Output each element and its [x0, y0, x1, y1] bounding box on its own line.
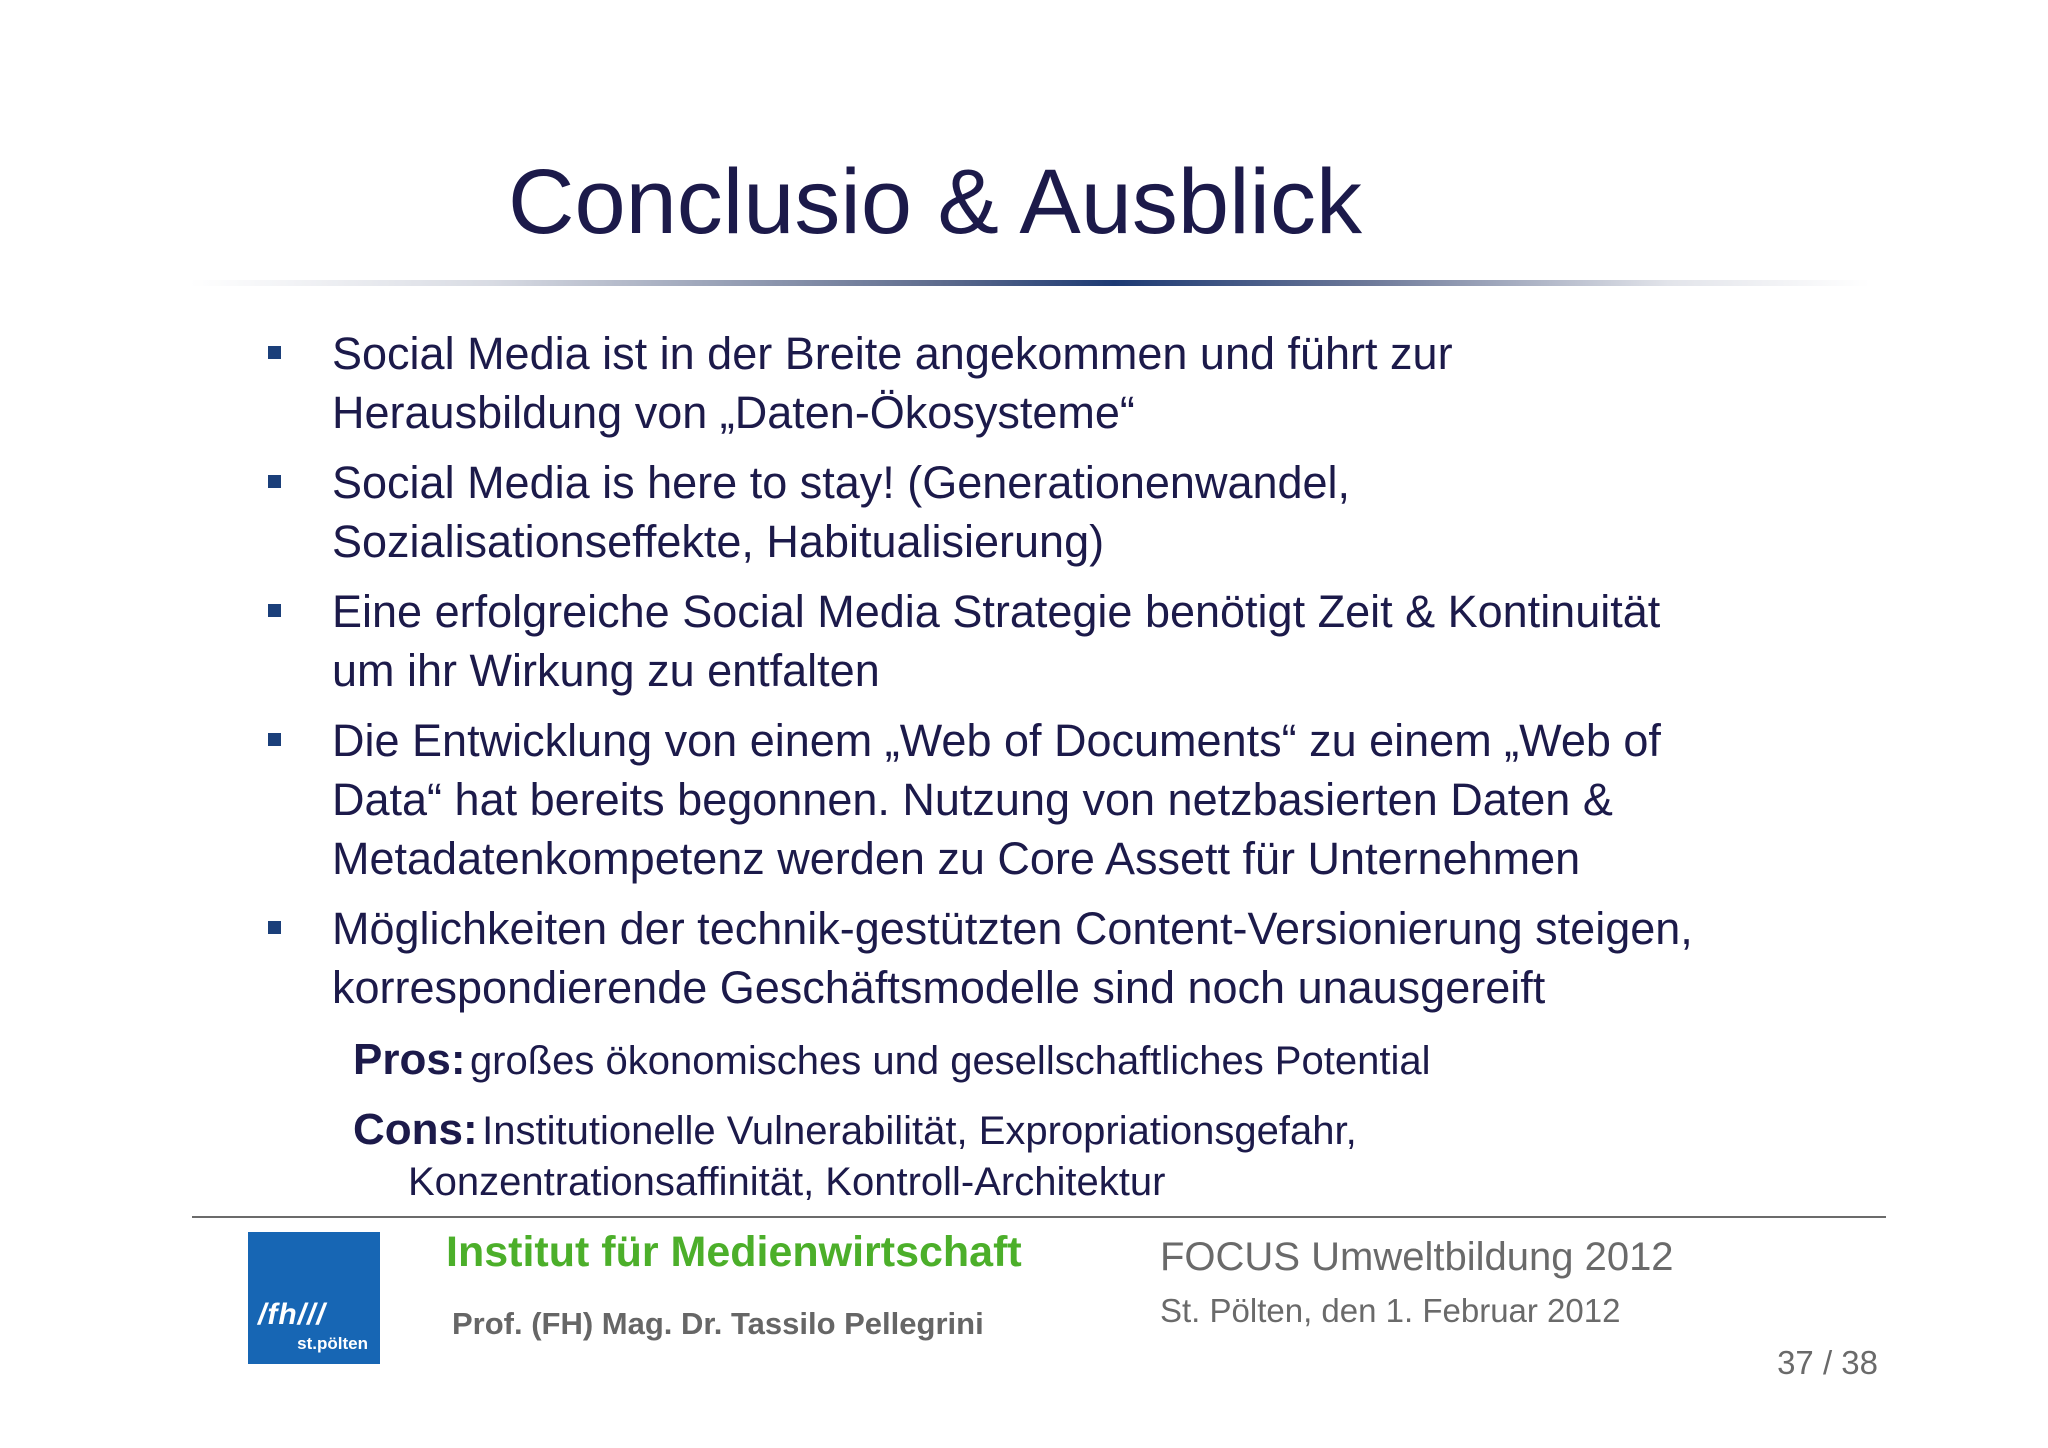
- pros-text: großes ökonomisches und gesellschaftliches Potential: [469, 1039, 1431, 1083]
- bullet-text: Data“ hat bereits begonnen. Nutzung von netzbasierten Daten &: [332, 774, 1613, 825]
- cons-label: Cons:: [353, 1105, 478, 1154]
- page-number: 37 / 38: [1777, 1344, 1878, 1381]
- author-name: Prof. (FH) Mag. Dr. Tassilo Pellegrini: [452, 1306, 984, 1341]
- bullet-item: [268, 582, 1888, 700]
- square-bullet-icon: [268, 604, 281, 617]
- bullet-text: Metadatenkompetenz werden zu Core Assett für Unternehmen: [332, 833, 1581, 884]
- bullet-text: um ihr Wirkung zu entfalten: [332, 645, 880, 696]
- event-name: FOCUS Umweltbildung 2012: [1160, 1235, 1674, 1279]
- bullet-text: Sozialisationseffekte, Habitualisierung): [332, 516, 1105, 567]
- title-divider: [190, 280, 1870, 286]
- bullet-text: Eine erfolgreiche Social Media Strategie benötigt Zeit & Kontinuität: [332, 586, 1661, 637]
- logo-subtext: st.pölten: [297, 1334, 368, 1353]
- institute-name: Institut für Medienwirtschaft: [446, 1228, 1022, 1276]
- square-bullet-icon: [268, 921, 281, 934]
- bullet-item: [268, 711, 1888, 888]
- bullet-text: Möglichkeiten der technik-gestützten Content-Versionierung steigen,: [332, 903, 1693, 954]
- square-bullet-icon: [268, 346, 281, 359]
- bullet-text: Die Entwicklung von einem „Web of Documents“ zu einem „Web of: [332, 715, 1661, 766]
- bullet-text: Social Media is here to stay! (Generationenwandel,: [332, 457, 1351, 508]
- bullet-item: [268, 899, 1888, 1017]
- event-date: St. Pölten, den 1. Februar 2012: [1160, 1292, 1621, 1329]
- bullet-text: Social Media ist in der Breite angekommen und führt zur: [332, 328, 1453, 379]
- bullet-list: [268, 324, 1888, 1028]
- pros-line: [353, 1032, 1430, 1098]
- square-bullet-icon: [268, 733, 281, 746]
- fh-st-poelten-logo: [248, 1232, 380, 1364]
- pros-label: Pros:: [353, 1035, 466, 1084]
- bullet-text: Herausbildung von „Daten-Ökosysteme“: [332, 387, 1135, 438]
- bullet-item: [268, 324, 1888, 442]
- bullet-item: [268, 453, 1888, 571]
- bullet-text: korrespondierende Geschäftsmodelle sind noch unausgereift: [332, 962, 1546, 1013]
- logo-wordmark: /fh///: [258, 1298, 326, 1331]
- cons-text-continued: Konzentrationsaffinität, Kontroll-Architektur: [408, 1160, 1166, 1204]
- cons-text: Institutionelle Vulnerabilität, Expropriationsgefahr,: [482, 1109, 1357, 1153]
- footer-divider: [192, 1216, 1886, 1218]
- slide-title: Conclusio & Ausblick: [508, 151, 1362, 253]
- square-bullet-icon: [268, 475, 281, 488]
